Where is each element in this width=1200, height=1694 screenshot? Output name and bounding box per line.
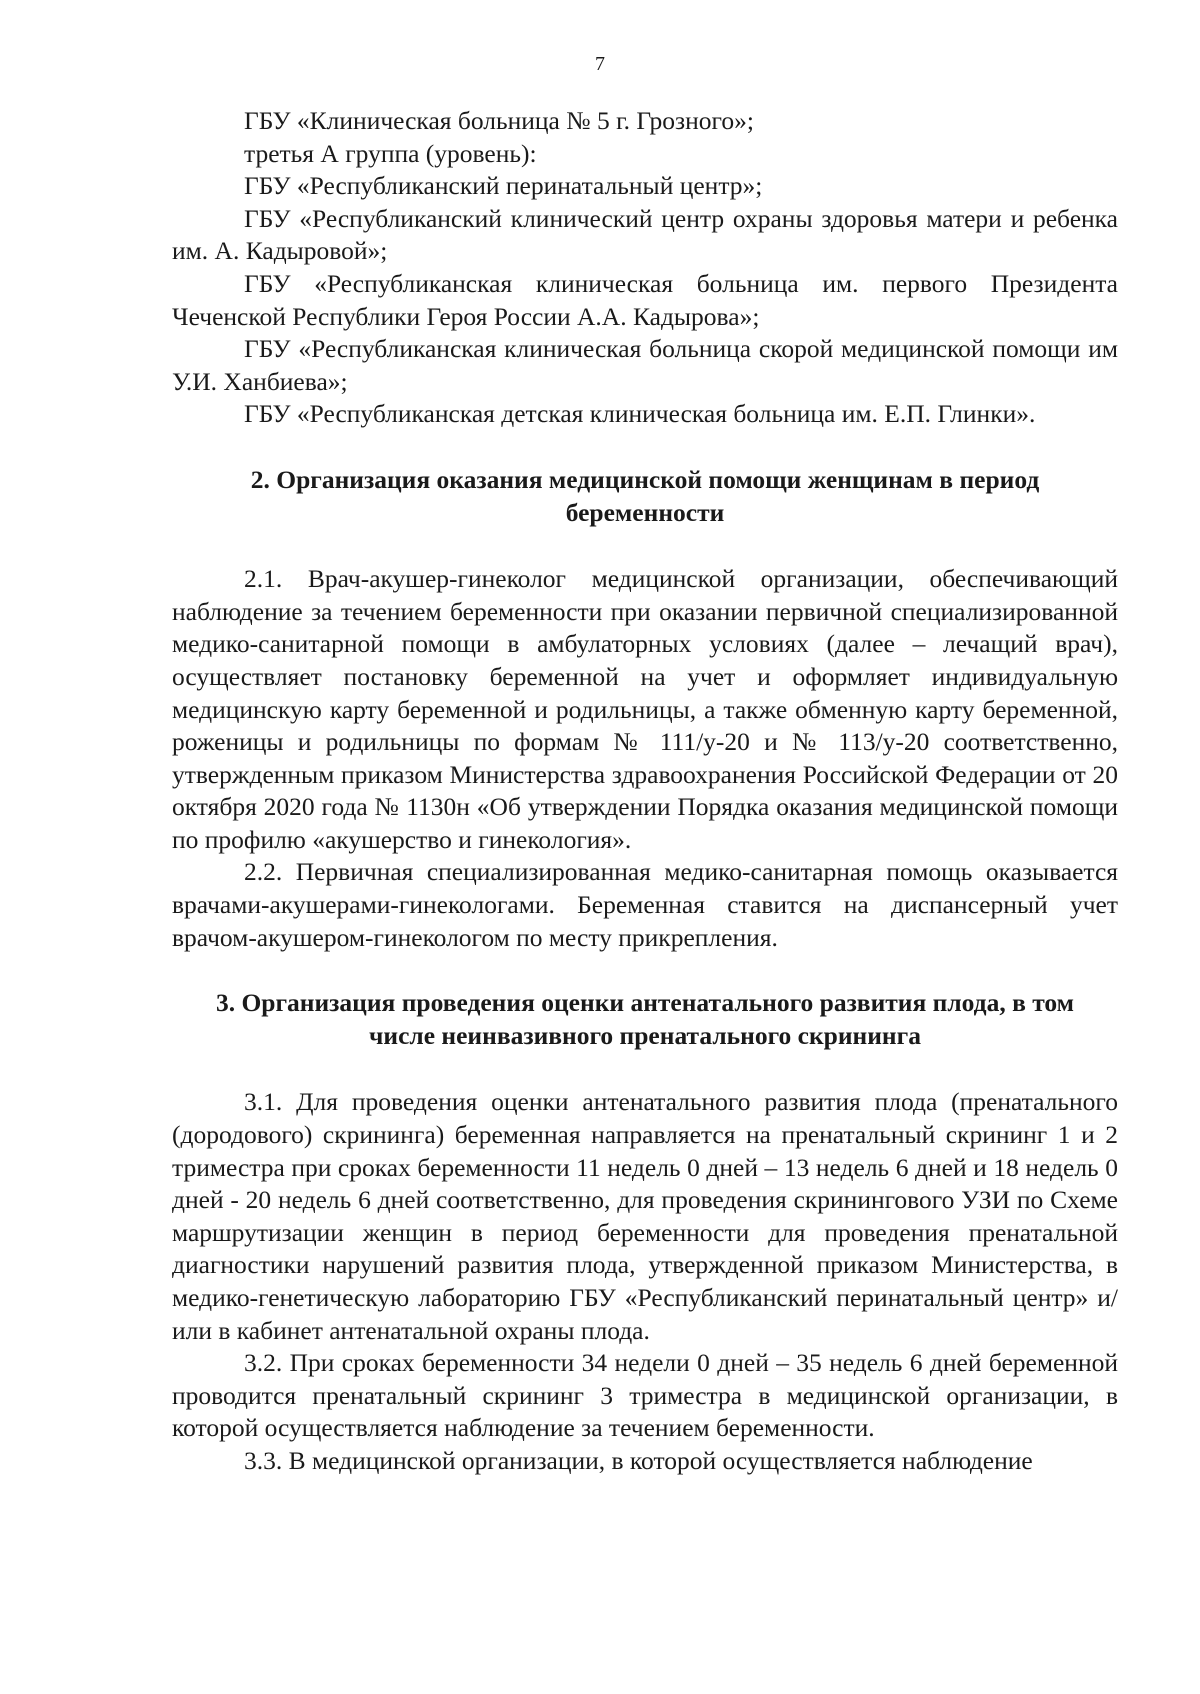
paragraph-3-3: 3.3. В медицинской организации, в которой осуществляется наблюдение — [244, 1445, 1033, 1475]
paragraph-3-2: 3.2. При сроках беременности 34 недели 0 дней – 35 недель 6 дней беременной проводится пренатальный скрининг 3 триместра в медицинской организации, в которой осуществляется наблюдение за течением беременности. — [172, 1348, 1118, 1443]
document-body — [172, 105, 1118, 1478]
section-2-body — [172, 563, 1118, 954]
list-item: ГБУ «Республиканский клинический центр охраны здоровья матери и ребенка им. А. Кадыровой»; — [172, 203, 1118, 266]
list-item: третья А группа (уровень): — [244, 138, 537, 168]
list-item: ГБУ «Республиканская детская клиническая больница им. Е.П. Глинки». — [244, 399, 1036, 429]
paragraph-2-1: 2.1. Врач-акушер-гинеколог медицинской организации, обеспечивающий наблюдение за течением беременности при оказании первичной специализированной медико-санитарной помощи в амбулаторных условиях (далее – лечащий врач), осуществляет постановку беременной на учет и оформляет индивидуальную медицинскую карту беременной и родильницы, а также обменную карту беременной, роженицы и родильницы по формам № 111/у-20 и № 113/у-20 соответственно, утвержденным приказом Министерства здравоохранения Российской Федерации от 20 октября 2020 года № 1130н «Об утверждении Порядка оказания медицинской помощи по профилю «акушерство и гинекология». — [172, 564, 1118, 854]
list-item: ГБУ «Республиканская клиническая больница им. первого Президента Чеченской Республики Героя России А.А. Кадырова»; — [172, 268, 1118, 331]
facility-list — [172, 105, 1118, 431]
list-item: ГБУ «Республиканская клиническая больница скорой медицинской помощи им У.И. Ханбиева»; — [172, 334, 1118, 396]
section-2-heading: 2. Организация оказания медицинской помощи женщинам в период беременности — [250, 464, 1040, 527]
paragraph-2-2: 2.2. Первичная специализированная медико-санитарная помощь оказывается врачами-акушерами-гинекологами. Беременная ставится на диспансерный учет врачом-акушером-гинекологом по месту прикрепления. — [172, 857, 1118, 952]
list-item: ГБУ «Клиническая больница № 5 г. Грозного»; — [244, 106, 754, 135]
section-3-body — [172, 1086, 1118, 1477]
paragraph-3-1: 3.1. Для проведения оценки антенатального развития плода (пренатального (дородового) скрининга) беременная направляется на пренатальный скрининг 1 и 2 триместра при сроках беременности 11 недель 0 дней – 13 недель 6 дней и 18 недель 0 дней - 20 недель 6 дней соответственно, для проведения скринингового УЗИ по Схеме маршрутизации женщин в период беременности для проведения пренатальной диагностики нарушений развития плода, утвержденной приказом Министерства, в медико-генетическую лабораторию ГБУ «Республиканский перинатальный центр» и/или в кабинет антенатальной охраны плода. — [172, 1087, 1118, 1345]
section-3-heading: 3. Организация проведения оценки антенатального развития плода, в том числе неинвазивного пренатального скрининга — [215, 988, 1075, 1050]
list-item: ГБУ «Республиканский перинатальный центр»; — [244, 171, 763, 201]
page-number: 7 — [595, 53, 605, 75]
